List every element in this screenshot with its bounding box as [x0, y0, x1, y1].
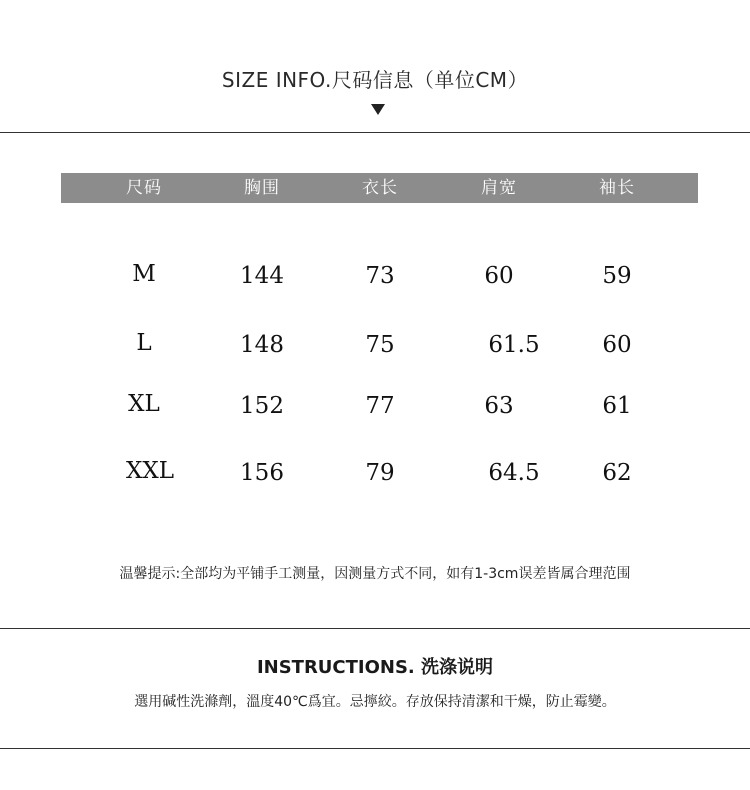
table-cell: 75	[365, 332, 395, 358]
table-cell: L	[136, 330, 152, 356]
column-header-chest: 胸围	[244, 178, 280, 198]
table-cell: 152	[240, 393, 284, 419]
table-cell: 61	[602, 393, 632, 419]
table-cell: 60	[484, 263, 514, 289]
top-divider	[0, 132, 750, 133]
table-cell: 64.5	[488, 460, 540, 486]
instructions-title: INSTRUCTIONS. 洗涤说明	[256, 657, 494, 678]
table-cell: 156	[240, 460, 284, 486]
instructions-text: 選用碱性洗滌劑，溫度40℃爲宜。忌擰絞。存放保持清潔和干燥，防止霉變。	[134, 694, 616, 710]
table-cell: 79	[365, 460, 395, 486]
down-arrow-icon	[371, 104, 385, 115]
column-header-length: 衣长	[362, 178, 398, 198]
table-cell: 144	[240, 263, 284, 289]
table-cell: 59	[602, 263, 632, 289]
table-cell: 73	[365, 263, 395, 289]
table-header	[61, 173, 698, 203]
table-cell: XL	[128, 391, 160, 417]
table-cell: 60	[602, 332, 632, 358]
column-header-shoulder: 肩宽	[481, 178, 517, 198]
table-cell: 62	[602, 460, 632, 486]
column-header-sleeve: 袖长	[599, 178, 635, 198]
measurement-note: 温馨提示:全部均为平铺手工测量，因测量方式不同，如有1-3cm误差皆属合理范围	[119, 566, 631, 582]
table-cell: XXL	[125, 458, 175, 484]
table-cell: 61.5	[488, 332, 540, 358]
table-cell: M	[132, 261, 156, 287]
table-cell: 77	[365, 393, 395, 419]
column-header-size: 尺码	[126, 178, 162, 198]
table-cell: 63	[484, 393, 514, 419]
bottom-divider	[0, 748, 750, 749]
middle-divider	[0, 628, 750, 629]
size-info-title: SIZE INFO.尺码信息（单位CM）	[221, 68, 529, 92]
table-cell: 148	[240, 332, 284, 358]
